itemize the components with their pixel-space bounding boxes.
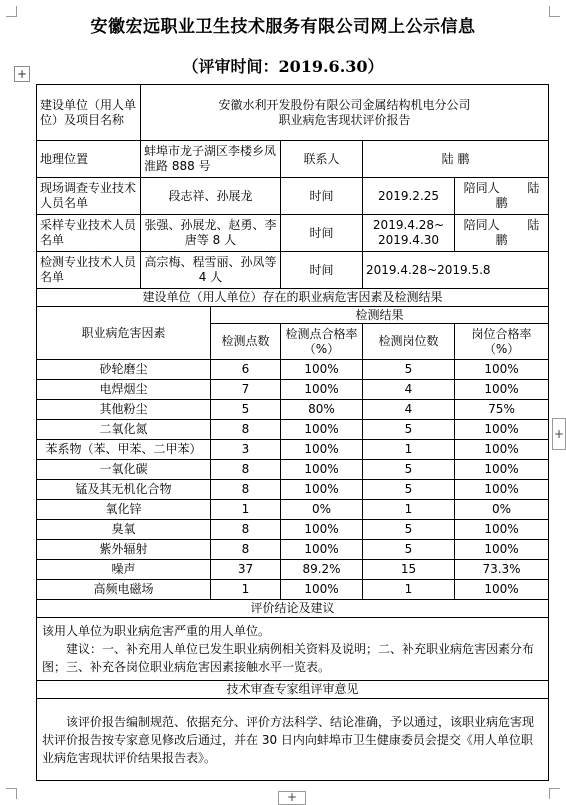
table-row — [37, 178, 549, 215]
page-corner-mark — [6, 788, 17, 799]
testing-staff-label: 检测专业技术人员名单 — [37, 252, 141, 289]
hazard-points: 37 — [211, 560, 281, 580]
sampling-companion-value: 陆鹏 — [495, 218, 540, 247]
hazard-row — [37, 540, 549, 560]
page-corner-mark — [549, 788, 560, 799]
hazard-point-rate: 100% — [281, 460, 363, 480]
hazard-row — [37, 420, 549, 440]
hazard-name: 高频电磁场 — [37, 580, 211, 600]
table-move-handle-icon[interactable]: + — [14, 66, 30, 82]
survey-companion-label: 陪同人 — [463, 181, 500, 195]
hazard-name: 氧化锌 — [37, 500, 211, 520]
hazard-row — [37, 440, 549, 460]
hazard-row — [37, 580, 549, 600]
hazard-points: 1 — [211, 580, 281, 600]
hazard-posts: 1 — [363, 580, 455, 600]
conclusion-body — [37, 618, 549, 681]
hazard-post-rate: 73.3% — [455, 560, 549, 580]
table-row — [37, 307, 549, 324]
hazard-post-rate: 100% — [455, 460, 549, 480]
hazard-points: 5 — [211, 400, 281, 420]
hazard-posts: 15 — [363, 560, 455, 580]
table-row — [37, 252, 549, 289]
survey-companion-value: 陆鹏 — [495, 181, 540, 210]
review-date: （评审时间：2019.6.30） — [182, 57, 384, 76]
hazard-row — [37, 360, 549, 380]
hazard-posts: 1 — [363, 440, 455, 460]
hazard-posts: 4 — [363, 380, 455, 400]
hazard-row — [37, 520, 549, 540]
hazard-posts: 4 — [363, 400, 455, 420]
hazard-name: 其他粉尘 — [37, 400, 211, 420]
review-text: 该评价报告编制规范、依据充分、评价方法科学、结论准确，予以通过，该职业病危害现状评价报告按专家意见修改后通过，并在 30 日内向蚌埠市卫生健康委员会提交《用人单位职业病危害现状评价结果报告表》。 — [37, 699, 549, 781]
hazard-row — [37, 480, 549, 500]
hazard-points: 7 — [211, 380, 281, 400]
hazard-name: 锰及其无机化合物 — [37, 480, 211, 500]
unit-name: 安徽水利开发股份有限公司金属结构机电分公司 — [218, 97, 471, 112]
hazard-name: 臭氧 — [37, 520, 211, 540]
hazard-post-rate: 100% — [455, 440, 549, 460]
table-row — [37, 600, 549, 618]
hazard-points: 8 — [211, 520, 281, 540]
hazard-post-rate: 0% — [455, 500, 549, 520]
disclosure-table — [36, 84, 549, 781]
hazard-post-rate: 100% — [455, 360, 549, 380]
survey-staff-value: 段志祥、孙展龙 — [141, 178, 281, 215]
survey-staff-label: 现场调查专业技术人员名单 — [37, 178, 141, 215]
hazard-point-rate: 100% — [281, 360, 363, 380]
hazard-post-rate: 100% — [455, 520, 549, 540]
col-header-point-rate: 检测点合格率（%） — [281, 324, 363, 360]
unit-value — [141, 85, 549, 141]
hazard-point-rate: 100% — [281, 380, 363, 400]
hazard-points: 8 — [211, 480, 281, 500]
sampling-companion — [455, 215, 549, 252]
hazard-posts: 5 — [363, 360, 455, 380]
hazard-name: 噪声 — [37, 560, 211, 580]
table-add-column-handle-icon[interactable]: + — [552, 418, 566, 450]
hazard-point-rate: 80% — [281, 400, 363, 420]
unit-label: 建设单位（用人单位）及项目名称 — [37, 85, 141, 141]
hazard-name: 电焊烟尘 — [37, 380, 211, 400]
sampling-time-value: 2019.4.28~ 2019.4.30 — [363, 215, 455, 252]
survey-time-label: 时间 — [281, 178, 363, 215]
results-header: 检测结果 — [211, 307, 549, 324]
contact-value: 陆 鹏 — [363, 141, 549, 178]
hazard-posts: 5 — [363, 520, 455, 540]
hazard-post-rate: 100% — [455, 580, 549, 600]
hazard-post-rate: 75% — [455, 400, 549, 420]
location-value: 蚌埠市龙子湖区李楼乡凤淮路 888 号 — [141, 141, 281, 178]
hazard-post-rate: 100% — [455, 420, 549, 440]
table-row — [37, 681, 549, 699]
hazard-point-rate: 100% — [281, 440, 363, 460]
testing-time-value: 2019.4.28~2019.5.8 — [363, 252, 549, 289]
sampling-companion-label: 陪同人 — [463, 218, 500, 232]
hazard-name: 紫外辐射 — [37, 540, 211, 560]
hazard-row — [37, 460, 549, 480]
hazard-point-rate: 100% — [281, 580, 363, 600]
hazard-point-rate: 100% — [281, 420, 363, 440]
sampling-time-label: 时间 — [281, 215, 363, 252]
hazard-posts: 5 — [363, 480, 455, 500]
page-title: 安徽宏远职业卫生技术服务有限公司网上公示信息 — [90, 17, 476, 37]
sampling-staff-label: 采样专业技术人员名单 — [37, 215, 141, 252]
hazard-point-rate: 89.2% — [281, 560, 363, 580]
hazard-point-rate: 100% — [281, 480, 363, 500]
hazard-row — [37, 400, 549, 420]
col-header-posts: 检测岗位数 — [363, 324, 455, 360]
hazard-point-rate: 0% — [281, 500, 363, 520]
hazard-post-rate: 100% — [455, 480, 549, 500]
hazard-row — [37, 380, 549, 400]
hazard-posts: 1 — [363, 500, 455, 520]
hazard-name: 砂轮磨尘 — [37, 360, 211, 380]
table-row — [37, 289, 549, 307]
testing-staff-value: 高宗梅、程雪丽、孙凤等 4 人 — [141, 252, 281, 289]
table-row — [37, 141, 549, 178]
table-row — [37, 85, 549, 141]
contact-label: 联系人 — [281, 141, 363, 178]
hazard-name: 一氧化碳 — [37, 460, 211, 480]
review-title: 技术审查专家组评审意见 — [37, 681, 549, 699]
table-row — [37, 699, 549, 781]
hazard-points: 6 — [211, 360, 281, 380]
hazard-row — [37, 500, 549, 520]
hazard-posts: 5 — [363, 460, 455, 480]
hazard-name: 二氧化氮 — [37, 420, 211, 440]
conclusion-text: 该用人单位为职业病危害严重的用人单位。 — [42, 624, 271, 638]
col-header-post-rate: 岗位合格率（%） — [455, 324, 549, 360]
survey-companion — [455, 178, 549, 215]
hazard-name: 苯系物（苯、甲苯、二甲苯） — [37, 440, 211, 460]
hazard-section-title: 建设单位（用人单位）存在的职业病危害因素及检测结果 — [37, 289, 549, 307]
project-name: 职业病危害现状评价报告 — [278, 112, 411, 127]
hazard-factor-header: 职业病危害因素 — [37, 307, 211, 360]
survey-time-value: 2019.2.25 — [363, 178, 455, 215]
hazard-points: 8 — [211, 460, 281, 480]
hazard-posts: 5 — [363, 420, 455, 440]
col-header-points: 检测点数 — [211, 324, 281, 360]
location-label: 地理位置 — [37, 141, 141, 178]
table-add-row-handle-icon[interactable]: + — [278, 791, 306, 805]
hazard-point-rate: 100% — [281, 520, 363, 540]
table-row — [37, 618, 549, 681]
conclusion-title: 评价结论及建议 — [37, 600, 549, 618]
table-row — [37, 215, 549, 252]
testing-time-label: 时间 — [281, 252, 363, 289]
hazard-points: 1 — [211, 500, 281, 520]
hazard-points: 8 — [211, 540, 281, 560]
sampling-staff-value: 张强、孙展龙、赵勇、李唐等 8 人 — [141, 215, 281, 252]
suggestion-text: 建议：一、补充用人单位已发生职业病例相关资料及说明；二、补充职业病危害因素分布图；三、补充各岗位职业病危害因素接触水平一览表。 — [42, 642, 535, 674]
hazard-points: 8 — [211, 420, 281, 440]
hazard-point-rate: 100% — [281, 540, 363, 560]
hazard-row — [37, 560, 549, 580]
hazard-posts: 5 — [363, 540, 455, 560]
hazard-post-rate: 100% — [455, 540, 549, 560]
hazard-post-rate: 100% — [455, 380, 549, 400]
hazard-points: 3 — [211, 440, 281, 460]
